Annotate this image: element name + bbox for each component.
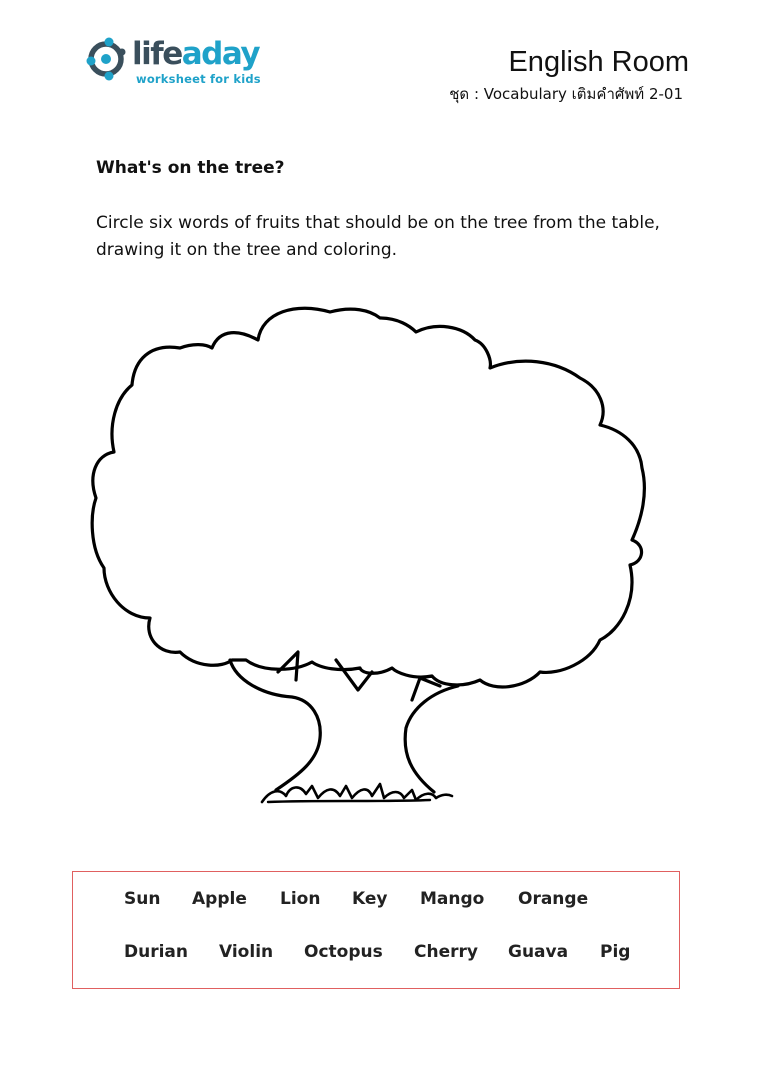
molecule-logo-icon bbox=[84, 34, 134, 84]
word-item[interactable]: Guava bbox=[508, 942, 569, 962]
word-item[interactable]: Orange bbox=[518, 889, 589, 909]
word-item[interactable]: Mango bbox=[420, 889, 485, 909]
tree-branch-left bbox=[278, 652, 298, 680]
word-item[interactable]: Cherry bbox=[414, 942, 478, 962]
word-item[interactable]: Pig bbox=[600, 942, 631, 962]
word-item[interactable]: Violin bbox=[219, 942, 274, 962]
word-table bbox=[72, 871, 680, 989]
page-subtitle: ชุด : Vocabulary เติมคำศัพท์ 2-01 bbox=[449, 85, 683, 103]
word-item[interactable]: Octopus bbox=[304, 942, 383, 962]
exercise-question: What's on the tree? bbox=[96, 158, 285, 178]
tree-trunk-right bbox=[405, 686, 458, 792]
tree-trunk-left bbox=[230, 660, 320, 790]
tree-canopy bbox=[92, 308, 644, 687]
word-item[interactable]: Apple bbox=[192, 889, 247, 909]
word-item[interactable]: Key bbox=[352, 889, 388, 909]
page-title: English Room bbox=[508, 46, 689, 78]
tree-grass bbox=[262, 784, 452, 802]
tree-ground-line bbox=[268, 800, 430, 802]
word-item[interactable]: Lion bbox=[280, 889, 321, 909]
logo-word-aday: aday bbox=[181, 36, 260, 72]
word-item[interactable]: Durian bbox=[124, 942, 188, 962]
tree-branch-right bbox=[412, 678, 440, 700]
exercise-instruction: Circle six words of fruits that should be on the tree from the table, drawing it on the tree and coloring. bbox=[96, 213, 660, 260]
word-item[interactable]: Sun bbox=[124, 889, 161, 909]
lifeaday-logo bbox=[84, 34, 274, 90]
logo-wordmark bbox=[132, 34, 259, 74]
logo-word-life: life bbox=[132, 36, 182, 72]
tree-branch-mid bbox=[336, 660, 372, 690]
logo-tagline: worksheet for kids bbox=[136, 72, 261, 86]
